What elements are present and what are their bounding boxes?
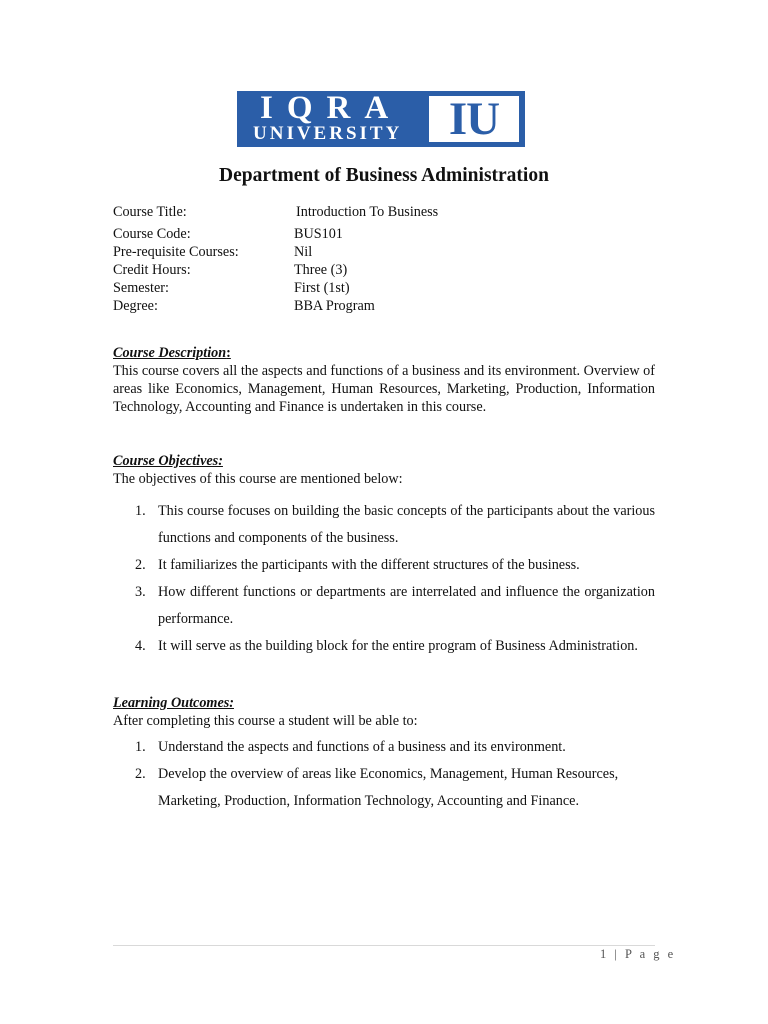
logo-badge-text: IU: [448, 93, 500, 145]
learning-outcomes-heading: Learning Outcomes:: [113, 695, 234, 711]
footer-divider: [113, 945, 655, 946]
info-label: Pre-requisite Courses:: [113, 244, 239, 260]
list-number: 1.: [135, 739, 146, 755]
course-description-heading: [113, 344, 231, 362]
info-label: Degree:: [113, 298, 158, 314]
info-label: Credit Hours:: [113, 262, 191, 278]
course-description-text: This course covers all the aspects and functions of a business and its environment. Overview of areas like Economics, Management, Human Resources, Marketing, Production, Information Technology, Accounting and Finance is undertaken in this course.: [113, 363, 655, 415]
course-description-heading-text: Course Description: [113, 345, 227, 361]
university-logo: [237, 91, 525, 147]
list-text: Understand the aspects and functions of a business and its environment.: [158, 739, 566, 755]
logo-text-university: UNIVERSITY: [253, 123, 403, 144]
info-label: Course Title:: [113, 204, 187, 220]
logo-badge: [429, 93, 519, 145]
course-objectives-intro: The objectives of this course are mentioned below:: [113, 471, 403, 487]
list-number: 3.: [135, 584, 146, 600]
info-value: BBA Program: [294, 298, 375, 314]
info-value: First (1st): [294, 280, 350, 296]
list-text: How different functions or departments are interrelated and influence the organization performance.: [158, 584, 655, 627]
logo-text-iqra: IQRA: [260, 90, 403, 126]
department-title: Department of Business Administration: [219, 165, 549, 186]
info-label: Course Code:: [113, 226, 191, 242]
list-number: 2.: [135, 766, 146, 782]
info-value: Introduction To Business: [296, 204, 439, 220]
list-text: Develop the overview of areas like Economics, Management, Human Resources, Marketing, Production, Information Technology, Accounting and Finance.: [158, 766, 619, 809]
list-number: 4.: [135, 638, 146, 654]
info-label: Semester:: [113, 280, 169, 296]
list-number: 1.: [135, 503, 146, 519]
info-value: BUS101: [294, 226, 343, 242]
info-value: Nil: [294, 244, 313, 260]
heading-colon: :: [226, 345, 231, 361]
learning-outcomes-intro: After completing this course a student will be able to:: [113, 713, 418, 729]
list-text: It familiarizes the participants with the different structures of the business.: [158, 557, 580, 573]
list-text: This course focuses on building the basic concepts of the participants about the various functions and components of the business.: [158, 503, 655, 546]
course-objectives-heading: Course Objectives:: [113, 453, 223, 469]
list-text: It will serve as the building block for the entire program of Business Administration.: [158, 638, 638, 654]
page-number: 1 | P a g e: [600, 947, 676, 961]
info-value: Three (3): [294, 262, 348, 278]
list-number: 2.: [135, 557, 146, 573]
